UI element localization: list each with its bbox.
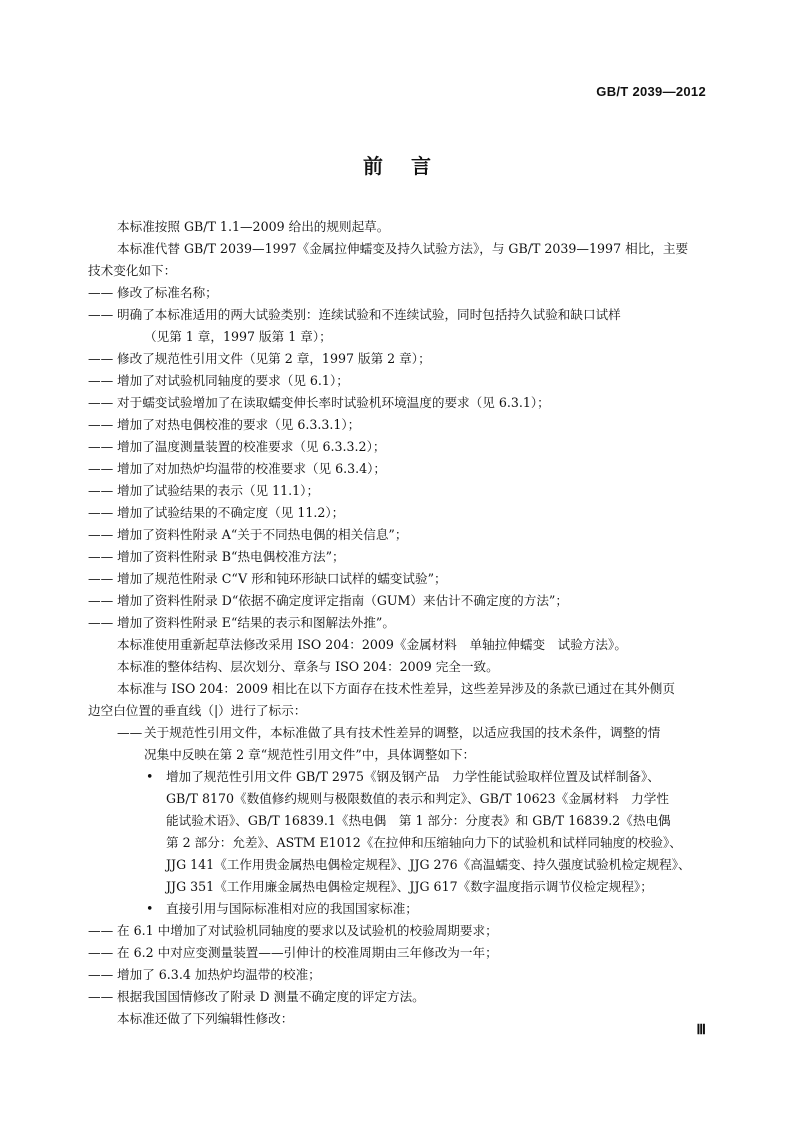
dash-marker: —— xyxy=(88,461,114,476)
change-item: —— 明确了本标准适用的两大试验类别：连续试验和不连续试验，同时包括持久试验和缺口试样 （见第 1 章，1997 版第 1 章）； xyxy=(88,304,706,348)
intro-paragraph-1: 本标准按照 GB/T 1.1—2009 给出的规则起草。 xyxy=(117,219,390,234)
more-change-item: —— 在 6.2 中对应变测量装置——引伸计的校准周期由三年修改为一年； xyxy=(88,942,706,964)
change-item: —— 增加了资料性附录 D“依据不确定度评定指南（GUM）来估计不确定度的方法”； xyxy=(88,590,706,612)
dash-marker: —— xyxy=(88,439,114,454)
dash-marker: —— xyxy=(88,549,114,564)
editorial-paragraph: 本标准还做了下列编辑性修改： xyxy=(117,1011,294,1026)
dash-marker: —— xyxy=(88,395,114,410)
dash-marker: —— xyxy=(88,307,114,322)
dash-marker: —— xyxy=(88,505,114,520)
tech-difference-paragraph-line-2: 边空白位置的垂直线（|）进行了标示： xyxy=(88,703,307,718)
bullet-marker: • xyxy=(146,769,154,784)
change-item: —— 增加了试验结果的表示（见 11.1）； xyxy=(88,480,706,502)
bullet-item: • 增加了规范性引用文件 GB/T 2975《钢及钢产品 力学性能试验取样位置及试样制备》、 GB/T 8170《数值修约规则与极限数值的表示和判定》、GB/T 10623《金属材料 力学性 能试验术语》、GB/T 16839.1《热电偶 第 1 部分：分度表》和 GB/T 16839.2《热电偶 第 2 部分：允差》、ASTM E1012《在拉伸和压缩轴向力下的试验机和试样同轴度的校验》、 JJG 141《工作用贵金属热电偶检定规程》、JJG 276《高温蠕变、持久强度试验机检定规程》、 JJG 351《工作用廉金属热电偶检定规程》、JJG 617《数字温度指示调节仪检定规程》； xyxy=(88,766,706,898)
dash-marker: —— xyxy=(88,285,114,300)
change-item: —— 增加了对加热炉均温带的校准要求（见 6.3.4）； xyxy=(88,458,706,480)
dash-marker: —— xyxy=(88,417,114,432)
intro-paragraph-2-line-1: 本标准代替 GB/T 2039—1997《金属拉伸蠕变及持久试验方法》，与 GB/T 2039—1997 相比，主要 xyxy=(117,241,689,256)
bullet-item: • 直接引用与国际标准相对应的我国国家标准； xyxy=(88,898,706,920)
dash-marker: —— xyxy=(88,967,114,982)
dash-marker: —— xyxy=(88,571,114,586)
structure-paragraph: 本标准的整体结构、层次划分、章条与 ISO 204：2009 完全一致。 xyxy=(117,659,499,674)
change-item: —— 增加了温度测量装置的校准要求（见 6.3.3.2）； xyxy=(88,436,706,458)
dash-marker: —— xyxy=(88,527,114,542)
dash-marker: —— xyxy=(88,373,114,388)
dash-marker: —— xyxy=(88,483,114,498)
change-item: —— 增加了资料性附录 E“结果的表示和图解法外推”。 xyxy=(88,612,706,634)
change-item: —— 对于蠕变试验增加了在读取蠕变伸长率时试验机环境温度的要求（见 6.3.1）； xyxy=(88,392,706,414)
dash-marker: —— xyxy=(88,593,114,608)
change-item: —— 增加了对热电偶校准的要求（见 6.3.3.1）； xyxy=(88,414,706,436)
change-item: —— 增加了规范性附录 C“V 形和钝环形缺口试样的蠕变试验”； xyxy=(88,568,706,590)
change-item: —— 增加了对试验机同轴度的要求（见 6.1）； xyxy=(88,370,706,392)
dash-marker: —— xyxy=(117,725,143,740)
more-change-item: —— 增加了 6.3.4 加热炉均温带的校准； xyxy=(88,964,706,986)
dash-marker: —— xyxy=(88,615,114,630)
tech-difference-paragraph-line-1: 本标准与 ISO 204：2009 相比在以下方面存在技术性差异，这些差异涉及的条款已通过在其外侧页 xyxy=(117,681,675,696)
dash-marker: —— xyxy=(88,351,114,366)
dash-marker: —— xyxy=(88,945,114,960)
page-number: Ⅲ xyxy=(696,1023,706,1038)
document-body xyxy=(88,216,706,1030)
tech-difference-item: —— 关于规范性引用文件，本标准做了具有技术性差异的调整，以适应我国的技术条件，调整的情 况集中反映在第 2 章“规范性引用文件”中，具体调整如下： xyxy=(88,722,706,766)
more-change-item: —— 在 6.1 中增加了对试验机同轴度的要求以及试验机的校验周期要求； xyxy=(88,920,706,942)
standard-code: GB/T 2039—2012 xyxy=(596,84,706,99)
intro-paragraph-2-line-2: 技术变化如下： xyxy=(88,263,177,278)
iso-adoption-paragraph: 本标准使用重新起草法修改采用 ISO 204：2009《金属材料 单轴拉伸蠕变 试验方法》。 xyxy=(117,637,627,652)
page-title: 前言 xyxy=(363,154,459,178)
change-item: —— 增加了资料性附录 B“热电偶校准方法”； xyxy=(88,546,706,568)
change-item: —— 修改了标准名称； xyxy=(88,282,706,304)
change-item: —— 修改了规范性引用文件（见第 2 章，1997 版第 2 章）； xyxy=(88,348,706,370)
change-item: —— 增加了试验结果的不确定度（见 11.2）； xyxy=(88,502,706,524)
more-change-item: —— 根据我国国情修改了附录 D 测量不确定度的评定方法。 xyxy=(88,986,706,1008)
dash-marker: —— xyxy=(88,989,114,1004)
change-item: —— 增加了资料性附录 A“关于不同热电偶的相关信息”； xyxy=(88,524,706,546)
bullet-marker: • xyxy=(146,901,154,916)
dash-marker: —— xyxy=(88,923,114,938)
